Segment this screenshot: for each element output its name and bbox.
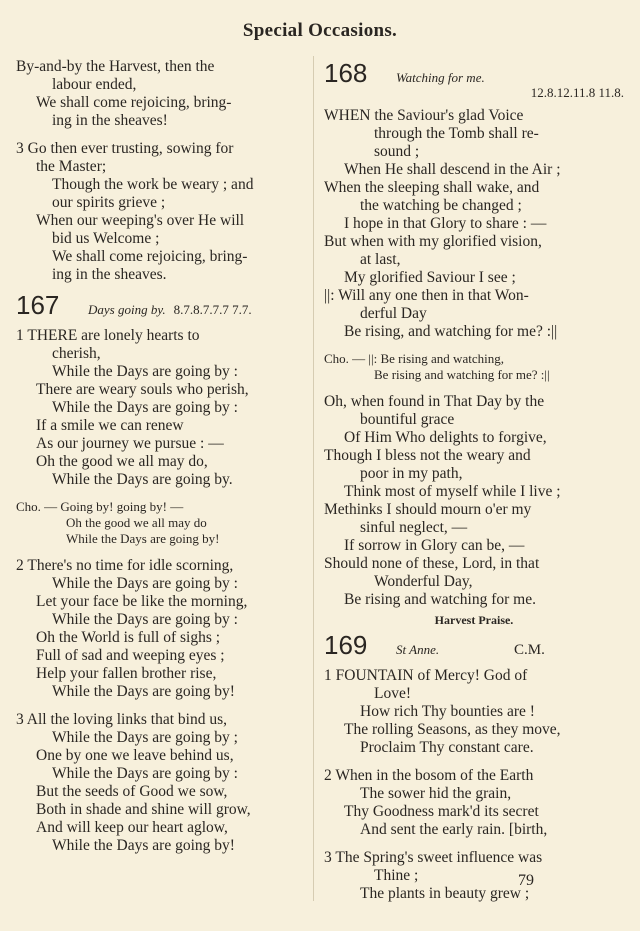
page-number: 79 (518, 872, 534, 889)
hymn-meter: 8.7.8.7.7.7 7.7. (173, 302, 252, 317)
verse-line: If sorrow in Glory can be, — (344, 537, 525, 554)
verse-line: And will keep our heart aglow, (36, 819, 228, 836)
verse-line: As our journey we pursue : — (36, 435, 224, 452)
hymn-169-verse-2 (324, 767, 624, 839)
verse-line: When the sleeping shall wake, and (324, 179, 540, 196)
verse-line: Of Him Who delights to forgive, (344, 429, 547, 446)
hymn-tune: Watching for me. (396, 70, 485, 85)
verse-line: While the Days are going by! (52, 683, 235, 700)
column-divider (313, 56, 314, 901)
verse-line: through the Tomb shall re- (374, 125, 539, 142)
verse-line: While the Days are going by : (52, 363, 238, 380)
hymn-tune: St Anne. (396, 642, 440, 657)
verse-line: We shall come rejoicing, bring- (52, 248, 248, 265)
verse-line: But when with my glorified vision, (324, 233, 542, 250)
verse-line: Both in shade and shine will grow, (36, 801, 251, 818)
chorus-line: While the Days are going by! (66, 531, 220, 546)
chorus-line: Oh the good we all may do (66, 515, 207, 530)
verse-line: While the Days are going by : (52, 765, 238, 782)
verse-line: The rolling Seasons, as they move, (344, 721, 561, 738)
verse-line: Full of sad and weeping eyes ; (36, 647, 225, 664)
hymn-166-verse-3 (16, 140, 306, 284)
verse-line: Thine ; (374, 867, 419, 884)
verse-line: sound ; (374, 143, 420, 160)
verse-line: There are weary souls who perish, (36, 381, 249, 398)
hymn-166-continuation (16, 58, 306, 130)
right-column (324, 58, 624, 903)
page-header: Special Occasions. (242, 20, 398, 41)
verse-line: 2 There's no time for idle scorning, (16, 557, 234, 574)
verse-line: bountiful grace (360, 411, 455, 428)
verse-line: Oh the World is full of sighs ; (36, 629, 221, 646)
verse-line: at last, (360, 251, 401, 268)
verse-line: But the seeds of Good we sow, (36, 783, 228, 800)
verse-line: Though the work be weary ; and (52, 176, 254, 193)
verse-line: Wonderful Day, (374, 573, 473, 590)
verse-line: If a smile we can renew (36, 417, 184, 434)
verse-line: While the Days are going by! (52, 837, 235, 854)
verse-line: Should none of these, Lord, in that (324, 555, 540, 572)
verse-line: The plants in beauty grew ; (360, 885, 530, 902)
hymn-167-verse-3 (16, 711, 306, 855)
verse-line: Help your fallen brother rise, (36, 665, 217, 682)
verse-line: 2 When in the bosom of the Earth (324, 767, 534, 784)
hymn-169-verse-3 (324, 849, 624, 903)
verse-line: 3 Go then ever trusting, sowing for (16, 140, 234, 157)
verse-line: Methinks I should mourn o'er my (324, 501, 532, 518)
verse-line: While the Days are going by. (52, 471, 233, 488)
verse-line: One by one we leave behind us, (36, 747, 234, 764)
verse-line: poor in my path, (360, 465, 463, 482)
verse-line: 1 THERE are lonely hearts to (16, 327, 200, 344)
verse-line: Be rising, and watching for me? :|| (344, 323, 558, 340)
hymn-number: 167 (16, 290, 60, 320)
hymn-167-verse-1 (16, 327, 306, 489)
verse-line: While the Days are going by ; (52, 729, 238, 746)
verse-line: Let your face be like the morning, (36, 593, 248, 610)
verse-line: Love! (374, 685, 412, 702)
verse-line: sinful neglect, — (360, 519, 468, 536)
verse-line: I hope in that Glory to share : — (344, 215, 547, 232)
hymn-168-verse-2 (324, 393, 624, 609)
verse-line: cherish, (52, 345, 101, 362)
verse-line: ing in the sheaves! (52, 112, 168, 129)
hymn-168-chorus (324, 351, 624, 383)
chorus-line: Cho. — Going by! going by! — (16, 499, 184, 514)
hymn-167-verse-2 (16, 557, 306, 701)
verse-line: We shall come rejoicing, bring- (36, 94, 232, 111)
left-column (16, 58, 306, 855)
verse-line: While the Days are going by : (52, 611, 238, 628)
verse-line: Though I bless not the weary and (324, 447, 531, 464)
verse-line: When our weeping's over He will (36, 212, 245, 229)
verse-line: The sower hid the grain, (360, 785, 512, 802)
hymn-meter: 12.8.12.11.8 11.8. (530, 85, 624, 100)
hymn-tune: Days going by. (88, 302, 166, 317)
verse-line: labour ended, (52, 76, 137, 93)
verse-line: 3 The Spring's sweet influence was (324, 849, 543, 866)
hymn-number: 168 (324, 58, 368, 88)
hymn-meter: C.M. (514, 642, 545, 658)
verse-line: WHEN the Saviour's glad Voice (324, 107, 524, 124)
chorus-line: Be rising and watching for me? :|| (374, 367, 550, 382)
verse-line: Oh the good we all may do, (36, 453, 208, 470)
verse-line: the Master; (36, 158, 107, 175)
verse-line: ing in the sheaves. (52, 266, 167, 283)
verse-line: When He shall descend in the Air ; (344, 161, 561, 178)
verse-line: While the Days are going by : (52, 399, 238, 416)
hymn-number: 169 (324, 630, 368, 660)
verse-line: Proclaim Thy constant care. (360, 739, 534, 756)
hymn-167-heading (16, 290, 306, 321)
hymn-168-verse-1 (324, 107, 624, 341)
verse-line: our spirits grieve ; (52, 194, 166, 211)
verse-line: 3 All the loving links that bind us, (16, 711, 227, 728)
verse-line: the watching be changed ; (360, 197, 522, 214)
verse-line: Think most of myself while I live ; (344, 483, 561, 500)
verse-line: ||: Will any one then in that Won- (324, 287, 529, 304)
verse-line: And sent the early rain. [birth, (360, 821, 548, 838)
verse-line: How rich Thy bounties are ! (360, 703, 535, 720)
verse-line: derful Day (360, 305, 427, 322)
verse-line: 1 FOUNTAIN of Mercy! God of (324, 667, 528, 684)
hymn-169-verse-1 (324, 667, 624, 757)
verse-line: bid us Welcome ; (52, 230, 160, 247)
hymn-169-heading (324, 630, 624, 661)
section-title: Harvest Praise. (434, 613, 514, 627)
verse-line: My glorified Saviour I see ; (344, 269, 516, 286)
verse-line: Oh, when found in That Day by the (324, 393, 545, 410)
verse-line: While the Days are going by : (52, 575, 238, 592)
verse-line: By-and-by the Harvest, then the (16, 58, 215, 75)
hymn-167-chorus (16, 499, 306, 547)
verse-line: Be rising and watching for me. (344, 591, 536, 608)
chorus-line: Cho. — ||: Be rising and watching, (324, 351, 504, 366)
verse-line: Thy Goodness mark'd its secret (344, 803, 539, 820)
